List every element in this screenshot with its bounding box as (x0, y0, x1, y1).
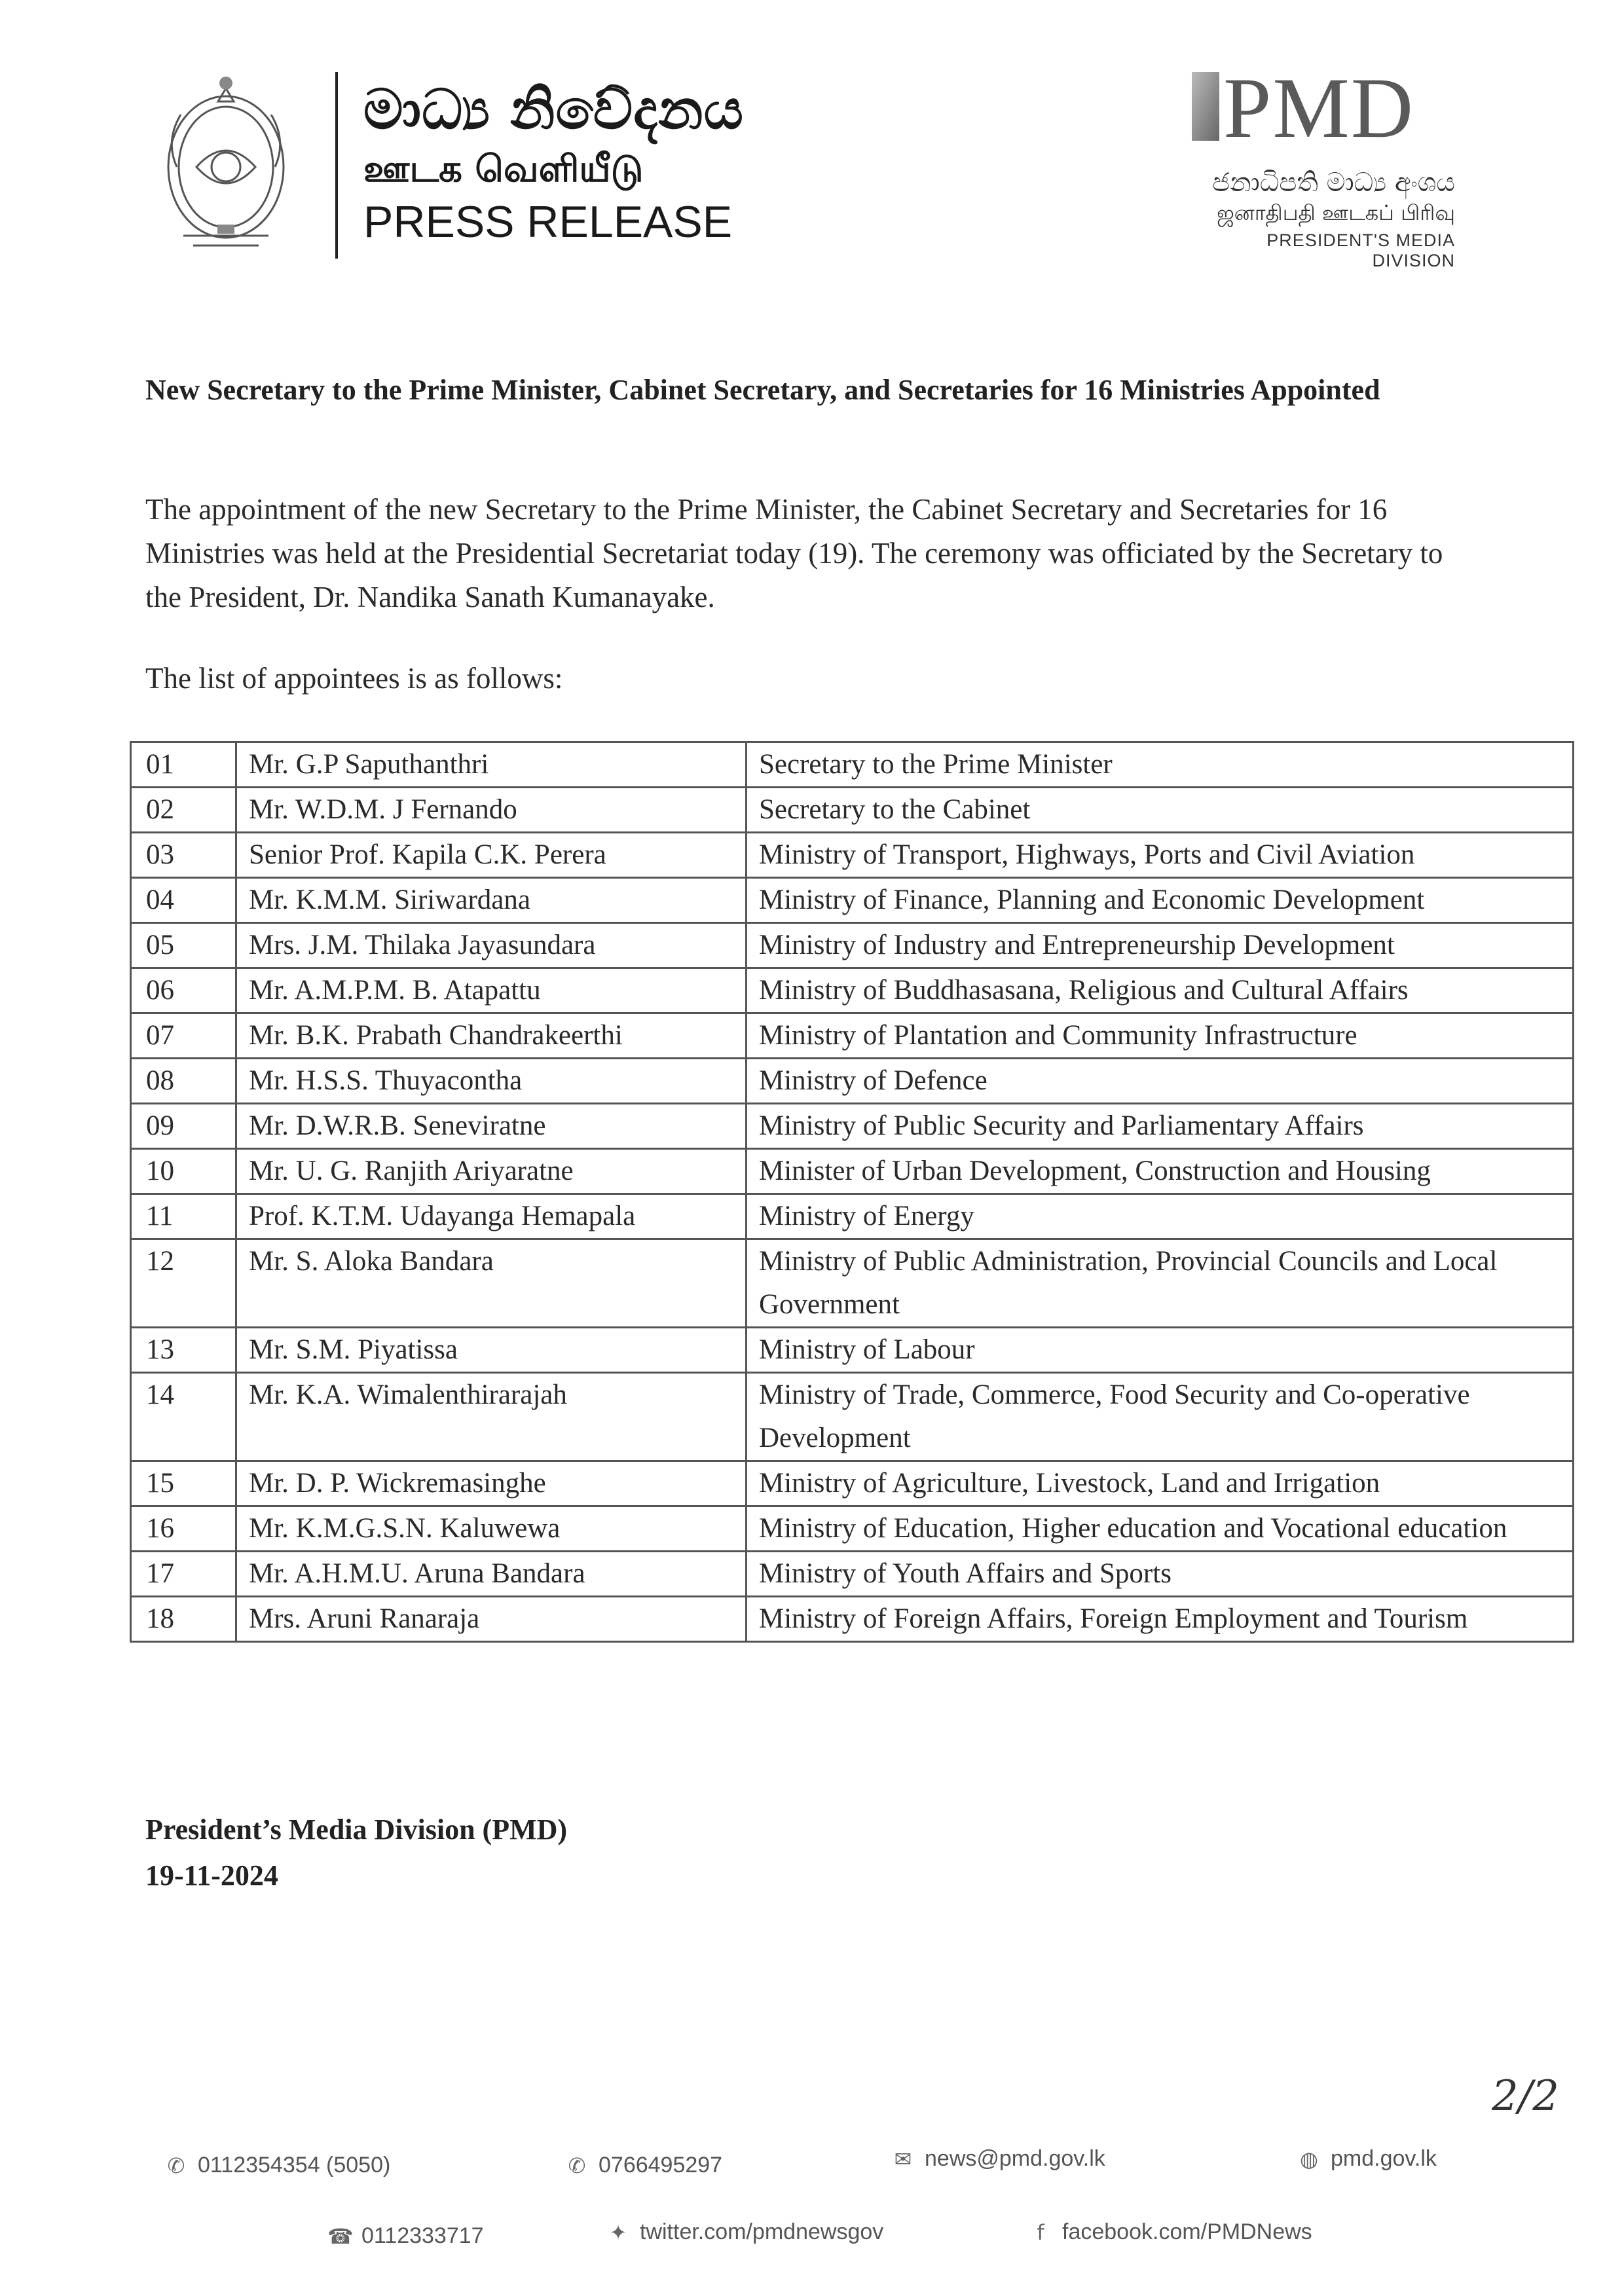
contact-email-text: news@pmd.gov.lk (925, 2146, 1105, 2171)
appointee-number: 01 (131, 742, 236, 788)
appointee-name: Mr. W.D.M. J Fernando (236, 788, 747, 833)
appointee-number: 09 (131, 1104, 236, 1149)
contact-phone1-text: 0112354354 (5050) (198, 2153, 391, 2178)
signature-block (145, 1807, 567, 1899)
appointee-role: Ministry of Energy (747, 1194, 1574, 1239)
pmd-logo: PMD (1223, 60, 1415, 156)
contact-fax-text: 0112333717 (361, 2223, 484, 2248)
pmd-sinhala-name: ජනාධිපති මාධ්‍ය අංශය (1212, 168, 1455, 198)
appointee-name: Mr. D.W.R.B. Seneviratne (236, 1104, 747, 1149)
header-divider (335, 72, 338, 259)
table-row (131, 788, 1574, 833)
document-date: 19-11-2024 (145, 1859, 278, 1891)
appointee-name: Mr. U. G. Ranjith Ariyaratne (236, 1149, 747, 1194)
appointee-number: 06 (131, 968, 236, 1013)
appointee-role: Ministry of Plantation and Community Infrastructure (747, 1013, 1574, 1059)
table-row (131, 1506, 1574, 1552)
pmd-logo-mark-icon (1192, 72, 1219, 141)
page-mark: 2/2 (1492, 2072, 1559, 2121)
appointee-role: Minister of Urban Development, Construction and Housing (747, 1149, 1574, 1194)
table-row (131, 833, 1574, 878)
appointee-number: 11 (131, 1194, 236, 1239)
table-row (131, 1597, 1574, 1642)
appointee-role: Ministry of Public Security and Parliamentary Affairs (747, 1104, 1574, 1149)
appointee-number: 08 (131, 1059, 236, 1104)
appointee-number: 10 (131, 1149, 236, 1194)
appointee-number: 18 (131, 1597, 236, 1642)
signature-org: President’s Media Division (PMD) (145, 1813, 568, 1846)
appointee-number: 17 (131, 1552, 236, 1597)
document-title: New Secretary to the Prime Minister, Cabinet Secretary, and Secretaries for 16 Ministries Appointed (145, 374, 1380, 406)
header-sinhala-title: මාධ්‍ය නිවේදනය (363, 77, 744, 141)
table-row (131, 1149, 1574, 1194)
contact-website-text: pmd.gov.lk (1331, 2146, 1437, 2171)
appointee-role: Secretary to the Prime Minister (747, 742, 1574, 788)
appointee-name: Mr. H.S.S. Thuyacontha (236, 1059, 747, 1104)
appointee-number: 16 (131, 1506, 236, 1552)
appointee-role: Ministry of Foreign Affairs, Foreign Employment and Tourism (747, 1597, 1574, 1642)
appointee-number: 05 (131, 923, 236, 968)
facebook-icon: f (1037, 2219, 1044, 2245)
contact-phone2 (564, 2153, 722, 2178)
fax-icon: ☎ (327, 2223, 354, 2249)
list-intro: The list of appointees is as follows: (145, 662, 563, 695)
appointee-role: Ministry of Defence (747, 1059, 1574, 1104)
appointee-name: Mr. B.K. Prabath Chandrakeerthi (236, 1013, 747, 1059)
appointee-role: Ministry of Public Administration, Provincial Councils and Local Government (747, 1239, 1574, 1328)
appointee-name: Mr. A.M.P.M. B. Atapattu (236, 968, 747, 1013)
table-row (131, 1059, 1574, 1104)
appointee-name: Mr. G.P Saputhanthri (236, 742, 747, 788)
envelope-icon: ✉ (894, 2146, 912, 2172)
contact-twitter-text: twitter.com/pmdnewsgov (640, 2219, 884, 2244)
contact-email (891, 2146, 1105, 2172)
appointee-number: 14 (131, 1373, 236, 1461)
globe-icon: ◍ (1300, 2146, 1318, 2172)
phone-icon: ✆ (568, 2153, 586, 2178)
table-row (131, 1373, 1574, 1461)
appointee-number: 13 (131, 1328, 236, 1373)
contact-facebook (1028, 2219, 1312, 2245)
appointees-table (130, 741, 1574, 1643)
appointee-name: Mr. K.A. Wimalenthirarajah (236, 1373, 747, 1461)
table-row (131, 1328, 1574, 1373)
appointee-role: Ministry of Buddhasasana, Religious and Cultural Affairs (747, 968, 1574, 1013)
appointee-number: 07 (131, 1013, 236, 1059)
appointee-role: Ministry of Labour (747, 1328, 1574, 1373)
appointee-number: 04 (131, 878, 236, 923)
pmd-tamil-name: ஜனாதிபதி ஊடகப் பிரிவு (1217, 200, 1455, 225)
table-row (131, 878, 1574, 923)
twitter-icon: ✦ (609, 2219, 627, 2245)
appointee-name: Mr. D. P. Wickremasinghe (236, 1461, 747, 1506)
contact-website (1297, 2146, 1437, 2172)
appointee-name: Mr. S.M. Piyatissa (236, 1328, 747, 1373)
appointee-name: Senior Prof. Kapila C.K. Perera (236, 833, 747, 878)
table-row (131, 1104, 1574, 1149)
contact-phone2-text: 0766495297 (599, 2153, 723, 2178)
appointee-name: Mr. A.H.M.U. Aruna Bandara (236, 1552, 747, 1597)
table-row (131, 742, 1574, 788)
appointee-role: Ministry of Finance, Planning and Economic Development (747, 878, 1574, 923)
header-tamil-title: ஊடக வெளியீடு (363, 148, 644, 191)
table-row (131, 968, 1574, 1013)
table-row (131, 923, 1574, 968)
appointee-role: Ministry of Youth Affairs and Sports (747, 1552, 1574, 1597)
appointee-name: Mr. K.M.M. Siriwardana (236, 878, 747, 923)
contact-twitter (606, 2219, 883, 2245)
contact-phone1 (164, 2153, 390, 2178)
table-row (131, 1239, 1574, 1328)
table-row (131, 1013, 1574, 1059)
appointee-name: Mr. K.M.G.S.N. Kaluwewa (236, 1506, 747, 1552)
header-english-title: PRESS RELEASE (363, 197, 733, 247)
appointee-number: 03 (131, 833, 236, 878)
appointee-role: Ministry of Education, Higher education and Vocational education (747, 1506, 1574, 1552)
appointee-number: 15 (131, 1461, 236, 1506)
table-row (131, 1194, 1574, 1239)
appointee-name: Mr. S. Aloka Bandara (236, 1239, 747, 1328)
table-row (131, 1552, 1574, 1597)
table-row (131, 1461, 1574, 1506)
appointee-name: Mrs. Aruni Ranaraja (236, 1597, 747, 1642)
appointee-name: Prof. K.T.M. Udayanga Hemapala (236, 1194, 747, 1239)
document-paragraph: The appointment of the new Secretary to the Prime Minister, the Cabinet Secretary and Secretaries for 16 Ministries was held at the Presidential Secretariat today (19). The ceremony was officiated by the Secretary to the President, Dr. Nandika Sanath Kumanayake. (145, 493, 1443, 613)
appointee-role: Ministry of Transport, Highways, Ports and Civil Aviation (747, 833, 1574, 878)
contact-fax (327, 2223, 484, 2249)
appointee-role: Ministry of Agriculture, Livestock, Land and Irrigation (747, 1461, 1574, 1506)
contact-facebook-text: facebook.com/PMDNews (1062, 2219, 1312, 2244)
appointee-name: Mrs. J.M. Thilaka Jayasundara (236, 923, 747, 968)
appointee-role: Ministry of Trade, Commerce, Food Security and Co-operative Development (747, 1373, 1574, 1461)
appointee-role: Ministry of Industry and Entrepreneurship Development (747, 923, 1574, 968)
appointee-role: Secretary to the Cabinet (747, 788, 1574, 833)
pmd-english-name: PRESIDENT'S MEDIA DIVISION (1266, 230, 1455, 270)
sri-lanka-national-emblem-icon (157, 69, 295, 259)
appointee-number: 02 (131, 788, 236, 833)
phone-icon: ✆ (167, 2153, 185, 2178)
appointee-number: 12 (131, 1239, 236, 1328)
